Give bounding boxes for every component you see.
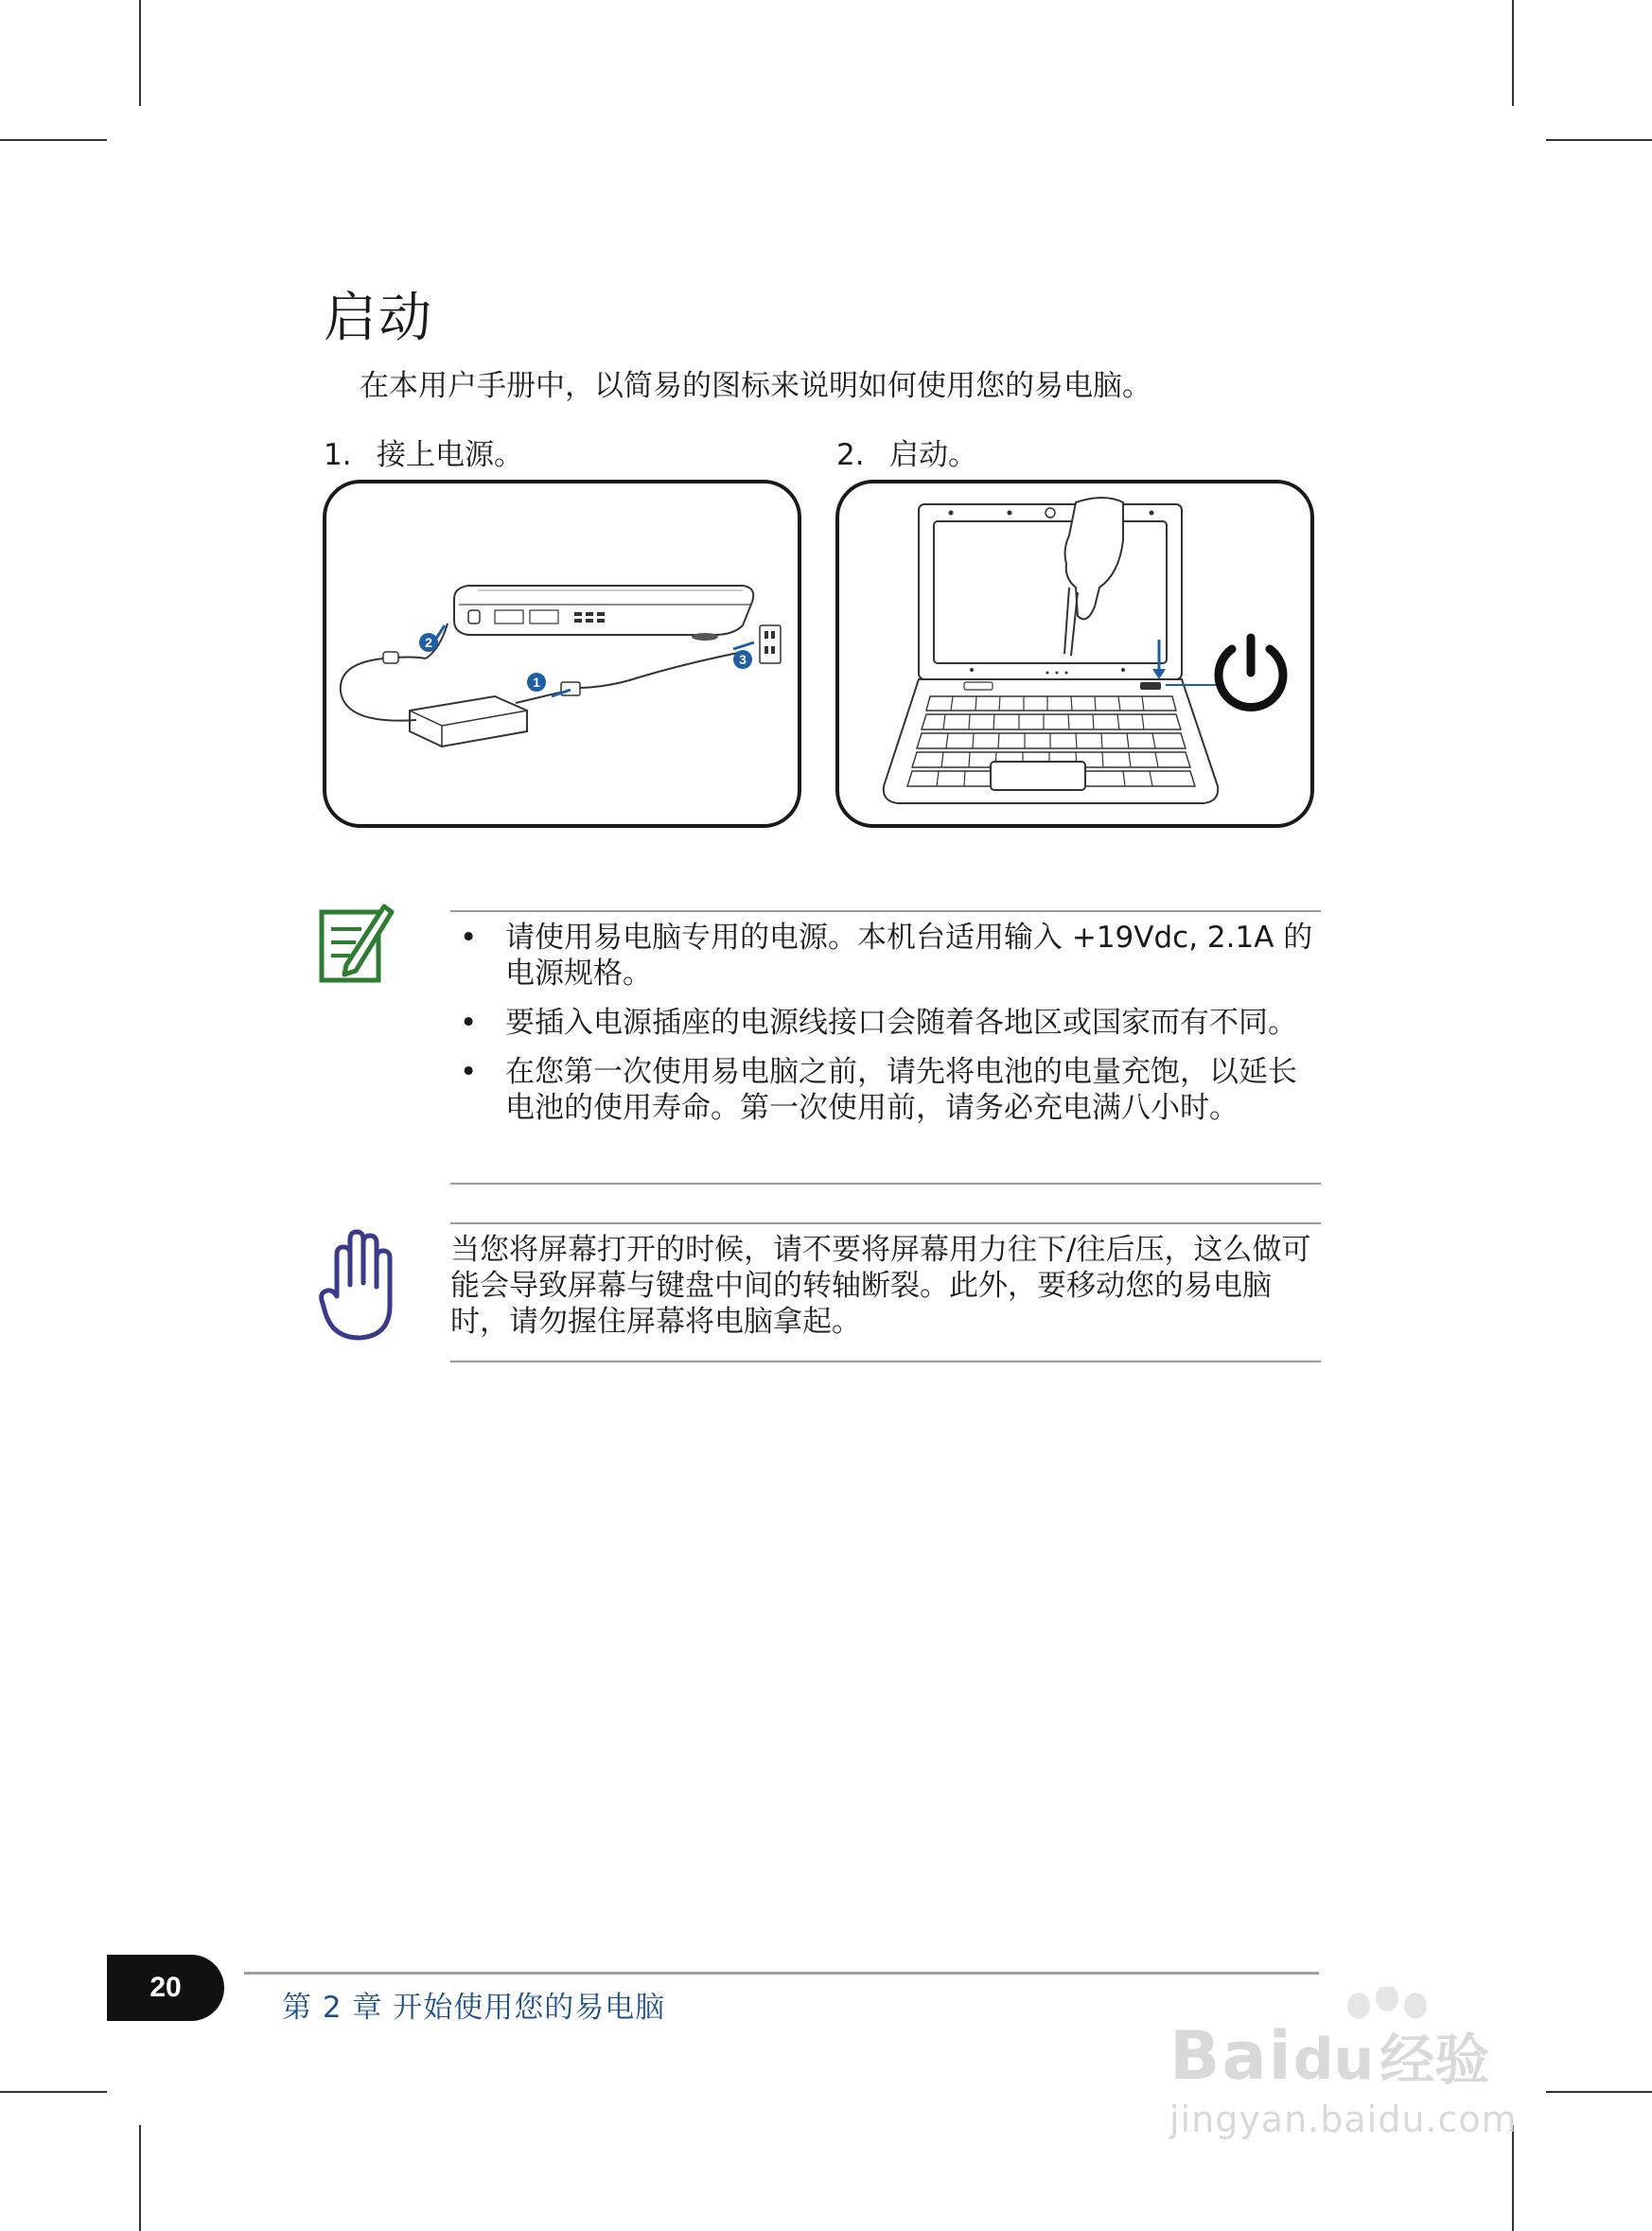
page-title: 启动 [324, 288, 433, 349]
step-2 [836, 430, 977, 473]
figure-connect-power [323, 480, 801, 828]
warning-top-rule [450, 1222, 1321, 1224]
figure-power-on [835, 480, 1314, 828]
watermark-brand: Bai [1169, 2017, 1293, 2095]
paw-icon [1321, 1987, 1463, 2044]
crop-mark [139, 0, 141, 106]
warning-icon-wrapper [318, 1226, 399, 1344]
crop-mark [1512, 0, 1514, 106]
note-text: 要插入电源插座的电源线接口会随着各地区或国家而有不同。 [505, 1006, 1297, 1040]
footer-rule [244, 1972, 1319, 1975]
crop-mark [139, 2125, 141, 2231]
list-item [452, 1005, 1323, 1041]
callout-label: 3 [739, 652, 747, 667]
power-connection-illustration [326, 483, 798, 824]
note-pencil-icon [318, 899, 395, 986]
step-number: 1. [324, 438, 352, 472]
step-label: 接上电源。 [377, 438, 523, 472]
callout-2 [419, 633, 438, 652]
note-top-rule [450, 910, 1321, 912]
bullet: • [460, 921, 478, 955]
callout-label: 2 [425, 635, 432, 650]
power-icon [1219, 638, 1283, 707]
page-number: 20 [107, 1955, 224, 2021]
list-item [452, 1054, 1323, 1126]
crop-mark [1546, 2091, 1652, 2093]
crop-mark [0, 2091, 107, 2093]
step-label: 启动。 [889, 438, 977, 472]
step-number: 2. [836, 438, 865, 472]
intro-text: 在本用户手册中，以简易的图标来说明如何使用您的易电脑。 [360, 369, 1151, 403]
list-item [452, 920, 1323, 992]
bullet: • [460, 1055, 478, 1089]
callout-label: 1 [533, 675, 540, 690]
watermark [1169, 2015, 1518, 2140]
watermark-brand-du: du [1292, 2027, 1375, 2093]
chapter-title: 第 2 章 开始使用您的易电脑 [282, 1991, 666, 2025]
note-icon-wrapper [318, 899, 395, 986]
warning-bottom-rule [450, 1361, 1321, 1362]
hand-stop-icon [318, 1226, 399, 1344]
crop-mark [1546, 139, 1652, 141]
power-on-illustration [839, 483, 1310, 824]
note-text: 请使用易电脑专用的电源。本机台适用输入 +19Vdc, 2.1A 的电源规格。 [505, 921, 1313, 991]
note-list [452, 920, 1323, 1139]
callout-3 [733, 650, 752, 669]
bullet: • [460, 1006, 478, 1040]
callout-1 [527, 673, 546, 692]
note-bottom-rule [450, 1183, 1321, 1185]
crop-mark [0, 139, 107, 141]
warning-text: 当您将屏幕打开的时候，请不要将屏幕用力往下/往后压，这么做可能会导致屏幕与键盘中间的转轴断裂。此外，要移动您的易电脑时，请勿握住屏幕将电脑拿起。 [450, 1233, 1311, 1339]
watermark-brand-cn: 经验 [1380, 2028, 1490, 2092]
crop-mark [1512, 2125, 1514, 2231]
watermark-url: jingyan.baidu.com [1169, 2099, 1518, 2140]
note-text: 在您第一次使用易电脑之前，请先将电池的电量充饱，以延长电池的使用寿命。第一次使用前，请务必充电满八小时。 [505, 1055, 1297, 1125]
step-1 [324, 430, 523, 473]
